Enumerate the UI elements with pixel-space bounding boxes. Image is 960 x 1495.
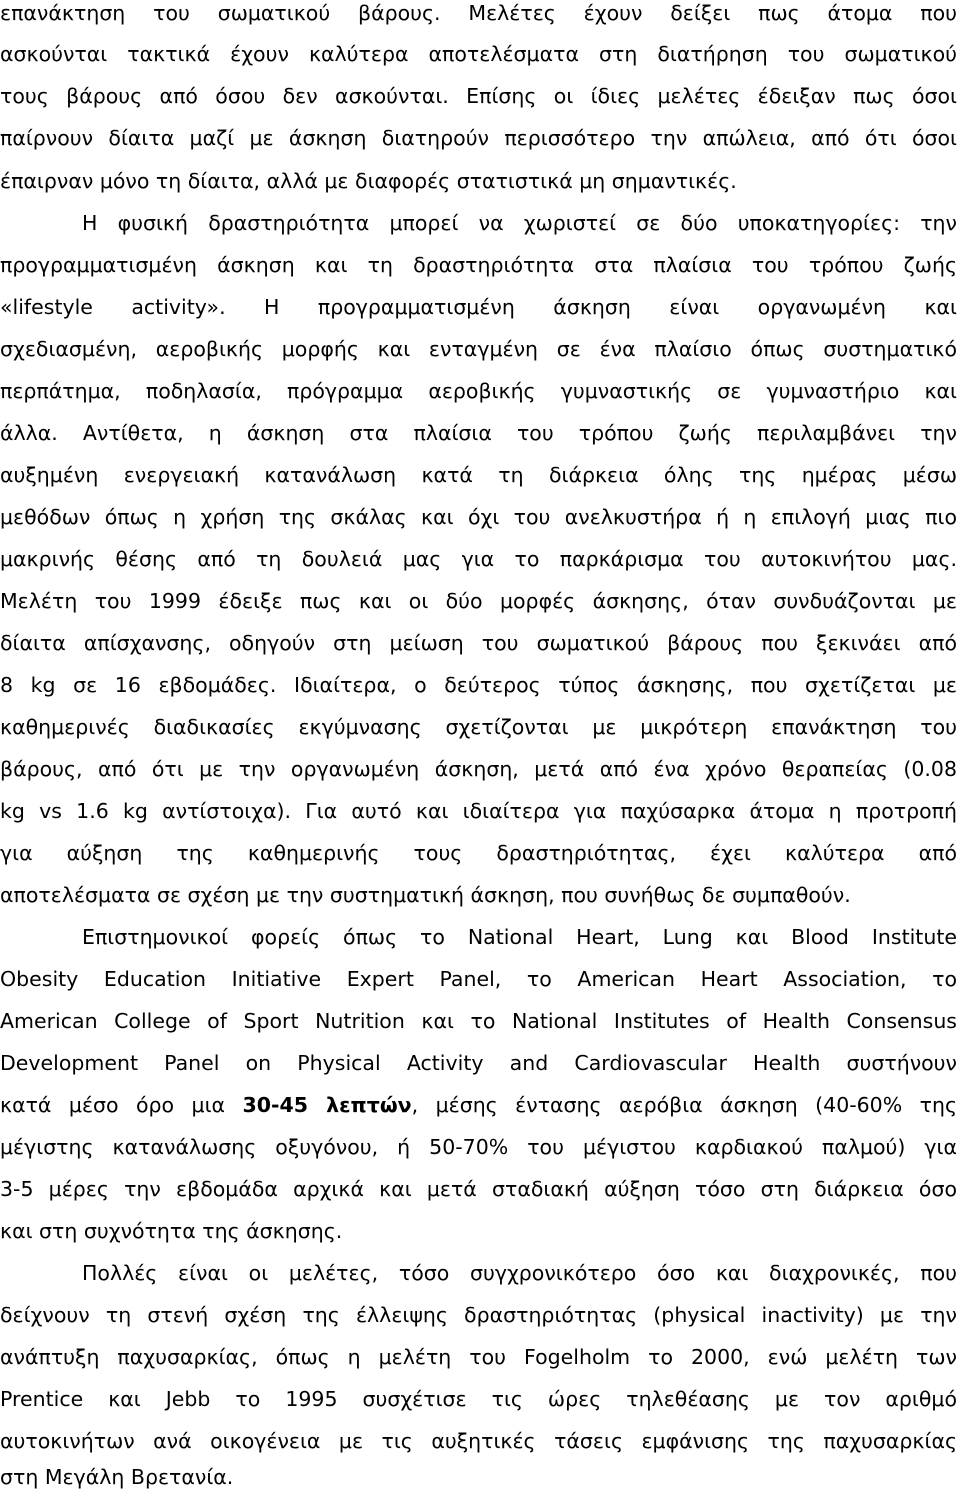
text-line: παίρνουν δίαιτα μαζί με άσκηση διατηρούν περισσότερο την απώλεια, από ότι όσοι bbox=[0, 126, 957, 150]
text-line: Πολλές είναι οι μελέτες, τόσο συγχρονικότερο όσο και διαχρονικές, που bbox=[82, 1261, 957, 1285]
text-line: Επιστημονικοί φορείς όπως το National Heart, Lung και Blood Institute bbox=[82, 925, 957, 949]
text-line: και στη συχνότητα της άσκησης. bbox=[0, 1219, 343, 1243]
text-line: μακρινής θέσης από τη δουλειά μας για το παρκάρισμα του αυτοκινήτου μας. bbox=[0, 547, 957, 571]
text-line bbox=[0, 1090, 957, 1120]
text-line: μεθόδων όπως η χρήση της σκάλας και όχι του ανελκυστήρα ή η επιλογή μιας πιο bbox=[0, 505, 957, 529]
text-line: 3-5 μέρες την εβδομάδα αρχικά και μετά σταδιακή αύξηση τόσο στη διάρκεια όσο bbox=[0, 1177, 957, 1201]
text-line: αυξημένη ενεργειακή κατανάλωση κατά τη διάρκεια όλης της ημέρας μέσω bbox=[0, 463, 957, 487]
text-line: Μελέτη του 1999 έδειξε πως και οι δύο μορφές άσκησης, όταν συνδυάζονται με bbox=[0, 589, 957, 613]
text-run: κατά μέσο όρο μια bbox=[0, 1093, 243, 1117]
text-line: βάρους, από ότι με την οργανωμένη άσκηση, μετά από ένα χρόνο θεραπείας (0.08 bbox=[0, 757, 957, 781]
text-line: «lifestyle activity». Η προγραμματισμένη άσκηση είναι οργανωμένη και bbox=[0, 295, 957, 319]
text-run: , μέσης έντασης αερόβια άσκηση (40-60% της bbox=[411, 1093, 958, 1117]
text-line: δείχνουν τη στενή σχέση της έλλειψης δραστηριότητας (physical inactivity) με την bbox=[0, 1303, 957, 1327]
text-line: δίαιτα απίσχανσης, οδηγούν στη μείωση του σωματικού βάρους που ξεκινάει από bbox=[0, 631, 957, 655]
text-line: στη Μεγάλη Βρετανία. bbox=[0, 1465, 234, 1489]
text-line: άλλα. Αντίθετα, η άσκηση στα πλαίσια του τρόπου ζωής περιλαμβάνει την bbox=[0, 421, 957, 445]
text-line: Obesity Education Initiative Expert Panel, το American Heart Association, το bbox=[0, 967, 957, 991]
text-line: έπαιρναν μόνο τη δίαιτα, αλλά με διαφορές στατιστικά μη σημαντικές. bbox=[0, 169, 737, 193]
text-line: καθημερινές διαδικασίες εκγύμνασης σχετίζονται με μικρότερη επανάκτηση του bbox=[0, 715, 957, 739]
text-line: αποτελέσματα σε σχέση με την συστηματική άσκηση, που συνήθως δε συμπαθούν. bbox=[0, 883, 851, 907]
text-line: Prentice και Jebb το 1995 συσχέτισε τις ώρες τηλεθέασης με τον αριθμό bbox=[0, 1387, 957, 1411]
text-line: μέγιστης κατανάλωσης οξυγόνου, ή 50-70% του μέγιστου καρδιακού παλμού) για bbox=[0, 1135, 957, 1159]
text-line: σχεδιασμένη, αεροβικής μορφής και ενταγμένη σε ένα πλαίσιο όπως συστηματικό bbox=[0, 337, 957, 361]
text-line: περπάτημα, ποδηλασία, πρόγραμμα αεροβικής γυμναστικής σε γυμναστήριο και bbox=[0, 379, 957, 403]
bold-duration-text: 30-45 λεπτών bbox=[242, 1093, 412, 1117]
text-line: ασκούνται τακτικά έχουν καλύτερα αποτελέσματα στη διατήρηση του σωματικού bbox=[0, 42, 957, 66]
text-line: προγραμματισμένη άσκηση και τη δραστηριότητα στα πλαίσια του τρόπου ζωής bbox=[0, 253, 957, 277]
text-line: τους βάρους από όσου δεν ασκούνται. Επίσης οι ίδιες μελέτες έδειξαν πως όσοι bbox=[0, 84, 957, 108]
text-line: επανάκτηση του σωματικού βάρους. Μελέτες έχουν δείξει πως άτομα που bbox=[0, 1, 957, 25]
text-line: ανάπτυξη παχυσαρκίας, όπως η μελέτη του Fogelholm το 2000, ενώ μελέτη των bbox=[0, 1345, 957, 1369]
text-line: Η φυσική δραστηριότητα μπορεί να χωριστεί σε δύο υποκατηγορίες: την bbox=[82, 211, 957, 235]
text-line: Development Panel on Physical Activity and Cardiovascular Health συστήνουν bbox=[0, 1051, 957, 1075]
text-line: για αύξηση της καθημερινής τους δραστηριότητας, έχει καλύτερα από bbox=[0, 841, 957, 865]
text-line: 8 kg σε 16 εβδομάδες. Ιδιαίτερα, ο δεύτερος τύπος άσκησης, που σχετίζεται με bbox=[0, 673, 957, 697]
text-line: αυτοκινήτων ανά οικογένεια με τις αυξητικές τάσεις εμφάνισης της παχυσαρκίας bbox=[0, 1429, 957, 1453]
text-line: American College of Sport Nutrition και το National Institutes of Health Consensus bbox=[0, 1009, 957, 1033]
text-line: kg vs 1.6 kg αντίστοιχα). Για αυτό και ιδιαίτερα για παχύσαρκα άτομα η προτροπή bbox=[0, 799, 957, 823]
